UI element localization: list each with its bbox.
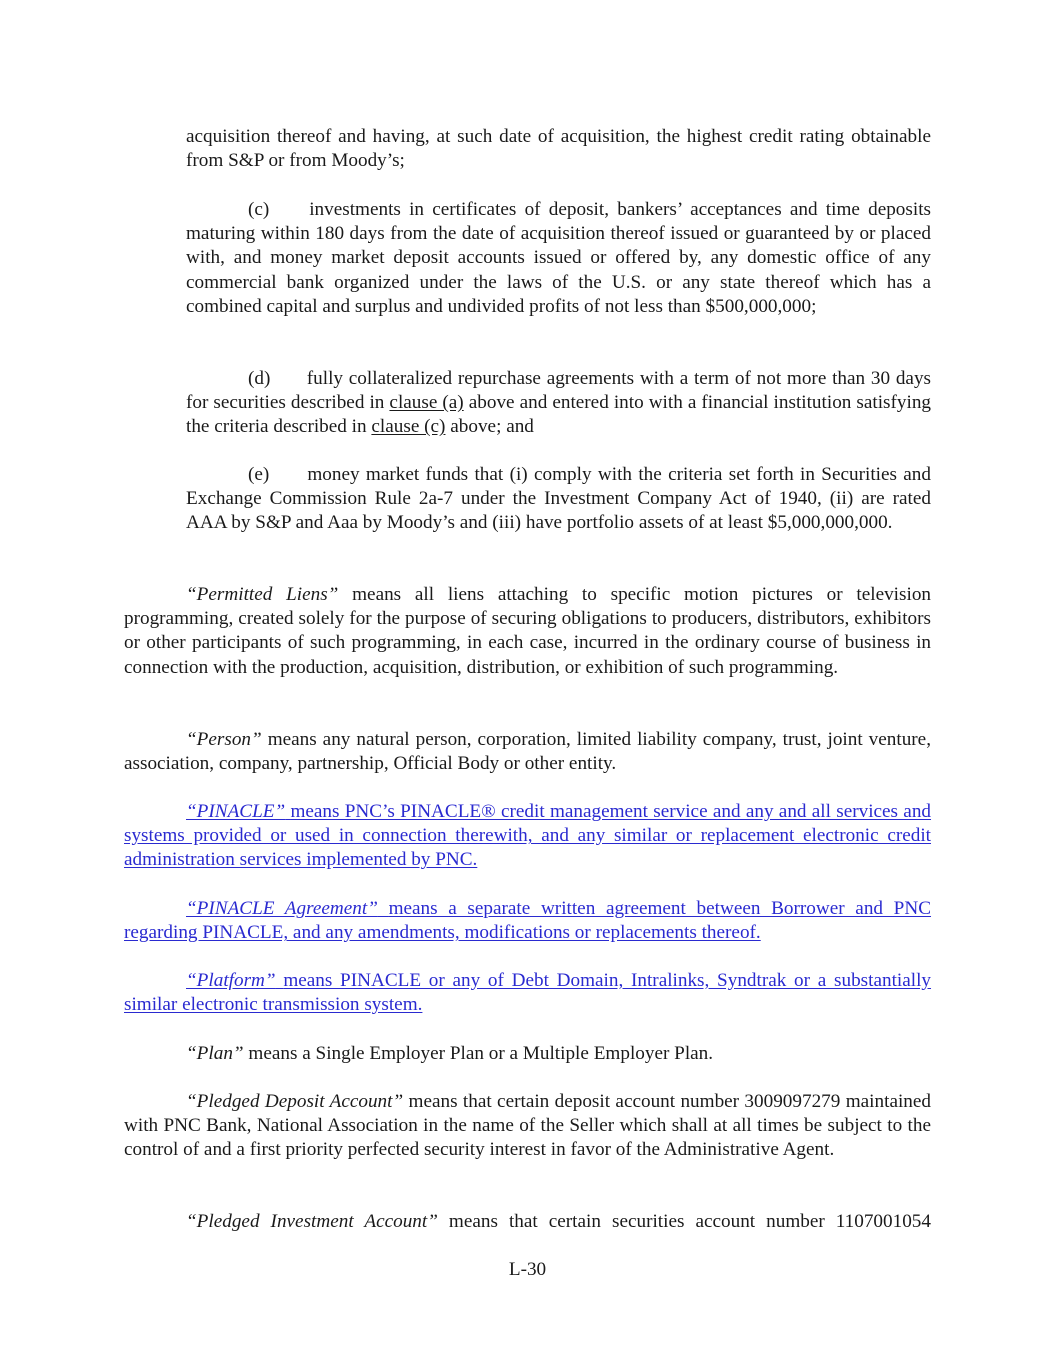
clause-e-text: money market funds that (i) comply with the criteria set forth in Securities and Exchange Commission Rule 2a-7 under the Investment Company Act of 1940, (ii) are rated AAA by S&P and Aaa by Moody’s and (iii) have portfolio assets of at least $5,000,000,000. (186, 464, 931, 534)
pledged-deposit-account-text: means that certain deposit account number 3009097279 maintained with PNC Bank, National Association in the name of the Seller which shall at all times be subject to the control of and a first priority perfected security interest in favor of the Administrative Agent. (124, 1091, 931, 1161)
clause-e-label: (e) (248, 464, 270, 485)
clause-a-reference: clause (a) (389, 392, 464, 414)
term-pledged-deposit-account: “Pledged Deposit Account” (186, 1091, 404, 1112)
clause-d-text-1: fully collateralized repurchase agreements with a term of not more than 30 days for securities described in (186, 368, 932, 414)
clause-d-label: (d) (248, 368, 271, 389)
clause-c-label: (c) (248, 199, 270, 220)
pinacle-text: means PNC’s PINACLE® credit management service and any and all services and systems provided or used in connection therewith, and any similar or replacement electronic credit administration services implemented by PNC. (124, 801, 932, 871)
page-number: L-30 (508, 1259, 547, 1280)
clause-b-continuation (186, 125, 931, 173)
pinacle-agreement-text: means a separate written agreement between Borrower and PNC regarding PINACLE, and any amendments, modifications or replacements thereof. (124, 898, 932, 944)
term-plan: “Plan” (186, 1043, 244, 1064)
clause-b-text: acquisition thereof and having, at such date of acquisition, the highest credit rating obtainable from S&P or from Moody’s; (186, 126, 931, 172)
definition-pledged-deposit-account (124, 1090, 931, 1163)
person-text: means any natural person, corporation, limited liability company, trust, joint venture, association, company, partnership, Official Body or other entity. (124, 729, 931, 775)
definition-pinacle-agreement (124, 897, 931, 945)
definition-platform (124, 969, 931, 1017)
clause-c (186, 198, 931, 319)
term-permitted-liens: “Permitted Liens” (186, 584, 339, 605)
plan-text: means a Single Employer Plan or a Multiple Employer Plan. (248, 1043, 714, 1064)
clause-e (186, 463, 931, 536)
term-pinacle: “PINACLE” (186, 801, 286, 822)
term-platform: “Platform” (186, 970, 276, 991)
term-person: “Person” (186, 729, 262, 750)
term-pledged-investment-account: “Pledged Investment Account” (186, 1211, 438, 1232)
clause-c-reference: clause (c) (371, 416, 446, 438)
pledged-investment-account-text: means that certain securities account number 1107001054 (448, 1211, 931, 1232)
clause-d-text-2: above and entered into with a financial institution satisfying the criteria described in (186, 392, 932, 438)
platform-text: means PINACLE or any of Debt Domain, Intralinks, Syndtrak or a substantially similar electronic transmission system. (124, 970, 932, 1016)
definition-pinacle (124, 800, 931, 873)
clause-d (186, 367, 931, 440)
definition-pledged-investment-account (124, 1210, 931, 1234)
definition-plan (124, 1042, 931, 1066)
clause-c-text: investments in certificates of deposit, bankers’ acceptances and time deposits maturing within 180 days from the date of acquisition thereof issued or guaranteed by or placed with, and money market deposit accounts issued or offered by, any domestic office of any commercial bank organized under the laws of the U.S. or any state thereof which has a combined capital and surplus and undivided profits of not less than $500,000,000; (186, 199, 931, 317)
definition-permitted-liens (124, 583, 931, 680)
definition-person (124, 728, 931, 776)
term-pinacle-agreement: “PINACLE Agreement” (186, 898, 378, 919)
clause-d-text-3: above; and (450, 416, 534, 438)
permitted-liens-text: means all liens attaching to specific motion pictures or television programming, created solely for the purpose of securing obligations to producers, distributors, exhibitors or other participants of such programming, in each case, incurred in the ordinary course of business in connection with the production, acquisition, distribution, or exhibition of such programming. (124, 584, 932, 678)
